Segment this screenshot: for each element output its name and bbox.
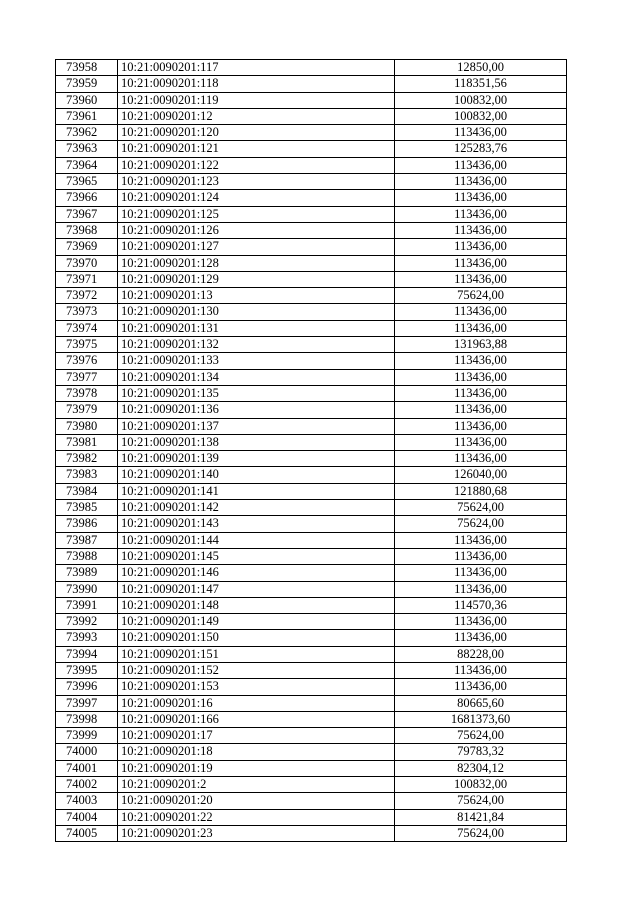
table-row	[56, 304, 567, 320]
cadastral-number-cell: 10:21:0090201:144	[118, 532, 395, 548]
row-number-cell: 74003	[56, 793, 118, 809]
value-cell: 75624,00	[395, 825, 567, 841]
value-cell: 1681373,60	[395, 711, 567, 727]
value-cell: 113436,00	[395, 565, 567, 581]
table-row	[56, 92, 567, 108]
table-row	[56, 695, 567, 711]
table-row	[56, 467, 567, 483]
row-number-cell: 73989	[56, 565, 118, 581]
value-cell: 82304,12	[395, 760, 567, 776]
cadastral-number-cell: 10:21:0090201:130	[118, 304, 395, 320]
cadastral-number-cell: 10:21:0090201:138	[118, 434, 395, 450]
table-row	[56, 825, 567, 841]
row-number-cell: 73970	[56, 255, 118, 271]
row-number-cell: 73998	[56, 711, 118, 727]
cadastral-number-cell: 10:21:0090201:134	[118, 369, 395, 385]
cadastral-number-cell: 10:21:0090201:23	[118, 825, 395, 841]
value-cell: 100832,00	[395, 777, 567, 793]
value-cell: 75624,00	[395, 793, 567, 809]
value-cell: 79783,32	[395, 744, 567, 760]
value-cell: 113436,00	[395, 206, 567, 222]
table-row	[56, 320, 567, 336]
table-row	[56, 809, 567, 825]
cadastral-number-cell: 10:21:0090201:117	[118, 60, 395, 76]
table-row	[56, 141, 567, 157]
value-cell: 113436,00	[395, 402, 567, 418]
table-row	[56, 646, 567, 662]
row-number-cell: 73959	[56, 76, 118, 92]
cadastral-number-cell: 10:21:0090201:13	[118, 288, 395, 304]
cadastral-number-cell: 10:21:0090201:19	[118, 760, 395, 776]
cadastral-number-cell: 10:21:0090201:142	[118, 500, 395, 516]
value-cell: 88228,00	[395, 646, 567, 662]
value-cell: 113436,00	[395, 320, 567, 336]
row-number-cell: 73997	[56, 695, 118, 711]
cadastral-number-cell: 10:21:0090201:118	[118, 76, 395, 92]
value-cell: 113436,00	[395, 385, 567, 401]
row-number-cell: 73979	[56, 402, 118, 418]
value-cell: 125283,76	[395, 141, 567, 157]
row-number-cell: 73990	[56, 581, 118, 597]
table-row	[56, 500, 567, 516]
cadastral-number-cell: 10:21:0090201:146	[118, 565, 395, 581]
cadastral-number-cell: 10:21:0090201:20	[118, 793, 395, 809]
table-row	[56, 662, 567, 678]
row-number-cell: 73982	[56, 451, 118, 467]
table-row	[56, 630, 567, 646]
table-row	[56, 108, 567, 124]
table-row	[56, 206, 567, 222]
value-cell: 75624,00	[395, 500, 567, 516]
row-number-cell: 73988	[56, 548, 118, 564]
value-cell: 12850,00	[395, 60, 567, 76]
cadastral-number-cell: 10:21:0090201:123	[118, 174, 395, 190]
value-cell: 113436,00	[395, 304, 567, 320]
table-row	[56, 711, 567, 727]
cadastral-number-cell: 10:21:0090201:17	[118, 728, 395, 744]
row-number-cell: 73971	[56, 271, 118, 287]
cadastral-number-cell: 10:21:0090201:12	[118, 108, 395, 124]
row-number-cell: 73972	[56, 288, 118, 304]
cadastral-number-cell: 10:21:0090201:131	[118, 320, 395, 336]
value-cell: 113436,00	[395, 255, 567, 271]
cadastral-number-cell: 10:21:0090201:150	[118, 630, 395, 646]
table-body	[56, 60, 567, 842]
table-row	[56, 418, 567, 434]
row-number-cell: 73987	[56, 532, 118, 548]
row-number-cell: 73986	[56, 516, 118, 532]
cadastral-number-cell: 10:21:0090201:147	[118, 581, 395, 597]
value-cell: 113436,00	[395, 532, 567, 548]
cadastral-number-cell: 10:21:0090201:152	[118, 662, 395, 678]
row-number-cell: 73994	[56, 646, 118, 662]
row-number-cell: 73968	[56, 222, 118, 238]
cadastral-number-cell: 10:21:0090201:128	[118, 255, 395, 271]
row-number-cell: 73983	[56, 467, 118, 483]
cadastral-number-cell: 10:21:0090201:120	[118, 125, 395, 141]
value-cell: 131963,88	[395, 337, 567, 353]
value-cell: 113436,00	[395, 271, 567, 287]
cadastral-number-cell: 10:21:0090201:151	[118, 646, 395, 662]
cadastral-number-cell: 10:21:0090201:136	[118, 402, 395, 418]
table-row	[56, 125, 567, 141]
table-row	[56, 548, 567, 564]
row-number-cell: 74000	[56, 744, 118, 760]
row-number-cell: 73967	[56, 206, 118, 222]
value-cell: 113436,00	[395, 222, 567, 238]
row-number-cell: 73962	[56, 125, 118, 141]
cadastral-number-cell: 10:21:0090201:143	[118, 516, 395, 532]
cadastral-number-cell: 10:21:0090201:133	[118, 353, 395, 369]
cadastral-number-cell: 10:21:0090201:2	[118, 777, 395, 793]
row-number-cell: 73981	[56, 434, 118, 450]
table-row	[56, 777, 567, 793]
table-row	[56, 369, 567, 385]
cadastral-number-cell: 10:21:0090201:153	[118, 679, 395, 695]
row-number-cell: 74004	[56, 809, 118, 825]
cadastral-number-cell: 10:21:0090201:125	[118, 206, 395, 222]
cadastral-value-table	[55, 59, 567, 842]
row-number-cell: 73973	[56, 304, 118, 320]
cadastral-number-cell: 10:21:0090201:22	[118, 809, 395, 825]
cadastral-number-cell: 10:21:0090201:141	[118, 483, 395, 499]
row-number-cell: 73964	[56, 157, 118, 173]
row-number-cell: 73985	[56, 500, 118, 516]
table-row	[56, 581, 567, 597]
value-cell: 118351,56	[395, 76, 567, 92]
value-cell: 75624,00	[395, 288, 567, 304]
row-number-cell: 73991	[56, 597, 118, 613]
table-row	[56, 679, 567, 695]
value-cell: 113436,00	[395, 614, 567, 630]
value-cell: 100832,00	[395, 108, 567, 124]
cadastral-number-cell: 10:21:0090201:127	[118, 239, 395, 255]
table-row	[56, 744, 567, 760]
cadastral-number-cell: 10:21:0090201:139	[118, 451, 395, 467]
cadastral-number-cell: 10:21:0090201:16	[118, 695, 395, 711]
table-row	[56, 483, 567, 499]
row-number-cell: 74002	[56, 777, 118, 793]
cadastral-number-cell: 10:21:0090201:126	[118, 222, 395, 238]
table-row	[56, 451, 567, 467]
table-row	[56, 353, 567, 369]
row-number-cell: 73992	[56, 614, 118, 630]
table-row	[56, 728, 567, 744]
table-row	[56, 337, 567, 353]
value-cell: 113436,00	[395, 174, 567, 190]
value-cell: 113436,00	[395, 581, 567, 597]
value-cell: 113436,00	[395, 353, 567, 369]
cadastral-number-cell: 10:21:0090201:140	[118, 467, 395, 483]
table-row	[56, 614, 567, 630]
table-row	[56, 239, 567, 255]
value-cell: 81421,84	[395, 809, 567, 825]
cadastral-number-cell: 10:21:0090201:149	[118, 614, 395, 630]
table-row	[56, 434, 567, 450]
row-number-cell: 73958	[56, 60, 118, 76]
table-row	[56, 532, 567, 548]
value-cell: 113436,00	[395, 418, 567, 434]
row-number-cell: 73980	[56, 418, 118, 434]
value-cell: 113436,00	[395, 630, 567, 646]
table-row	[56, 516, 567, 532]
value-cell: 113436,00	[395, 125, 567, 141]
table-row	[56, 597, 567, 613]
value-cell: 113436,00	[395, 157, 567, 173]
row-number-cell: 73969	[56, 239, 118, 255]
cadastral-number-cell: 10:21:0090201:122	[118, 157, 395, 173]
table-row	[56, 190, 567, 206]
row-number-cell: 74005	[56, 825, 118, 841]
row-number-cell: 73995	[56, 662, 118, 678]
value-cell: 114570,36	[395, 597, 567, 613]
row-number-cell: 74001	[56, 760, 118, 776]
value-cell: 113436,00	[395, 662, 567, 678]
table-row	[56, 402, 567, 418]
value-cell: 75624,00	[395, 728, 567, 744]
table-row	[56, 288, 567, 304]
row-number-cell: 73965	[56, 174, 118, 190]
value-cell: 80665,60	[395, 695, 567, 711]
table-row	[56, 174, 567, 190]
row-number-cell: 73960	[56, 92, 118, 108]
row-number-cell: 73977	[56, 369, 118, 385]
cadastral-number-cell: 10:21:0090201:166	[118, 711, 395, 727]
row-number-cell: 73993	[56, 630, 118, 646]
cadastral-number-cell: 10:21:0090201:18	[118, 744, 395, 760]
value-cell: 100832,00	[395, 92, 567, 108]
table-row	[56, 760, 567, 776]
row-number-cell: 73978	[56, 385, 118, 401]
row-number-cell: 73999	[56, 728, 118, 744]
value-cell: 113436,00	[395, 679, 567, 695]
table-row	[56, 271, 567, 287]
cadastral-number-cell: 10:21:0090201:135	[118, 385, 395, 401]
cadastral-number-cell: 10:21:0090201:148	[118, 597, 395, 613]
table-row	[56, 60, 567, 76]
value-cell: 75624,00	[395, 516, 567, 532]
cadastral-number-cell: 10:21:0090201:132	[118, 337, 395, 353]
value-cell: 113436,00	[395, 239, 567, 255]
table-row	[56, 76, 567, 92]
table-row	[56, 157, 567, 173]
value-cell: 126040,00	[395, 467, 567, 483]
row-number-cell: 73974	[56, 320, 118, 336]
cadastral-number-cell: 10:21:0090201:119	[118, 92, 395, 108]
value-cell: 113436,00	[395, 190, 567, 206]
cadastral-number-cell: 10:21:0090201:137	[118, 418, 395, 434]
table-row	[56, 565, 567, 581]
table-row	[56, 222, 567, 238]
cadastral-number-cell: 10:21:0090201:124	[118, 190, 395, 206]
row-number-cell: 73975	[56, 337, 118, 353]
value-cell: 121880,68	[395, 483, 567, 499]
row-number-cell: 73963	[56, 141, 118, 157]
value-cell: 113436,00	[395, 434, 567, 450]
row-number-cell: 73996	[56, 679, 118, 695]
row-number-cell: 73984	[56, 483, 118, 499]
table-row	[56, 385, 567, 401]
table-row	[56, 793, 567, 809]
row-number-cell: 73976	[56, 353, 118, 369]
cadastral-number-cell: 10:21:0090201:129	[118, 271, 395, 287]
cadastral-number-cell: 10:21:0090201:145	[118, 548, 395, 564]
row-number-cell: 73966	[56, 190, 118, 206]
cadastral-number-cell: 10:21:0090201:121	[118, 141, 395, 157]
table-row	[56, 255, 567, 271]
value-cell: 113436,00	[395, 548, 567, 564]
value-cell: 113436,00	[395, 369, 567, 385]
row-number-cell: 73961	[56, 108, 118, 124]
value-cell: 113436,00	[395, 451, 567, 467]
